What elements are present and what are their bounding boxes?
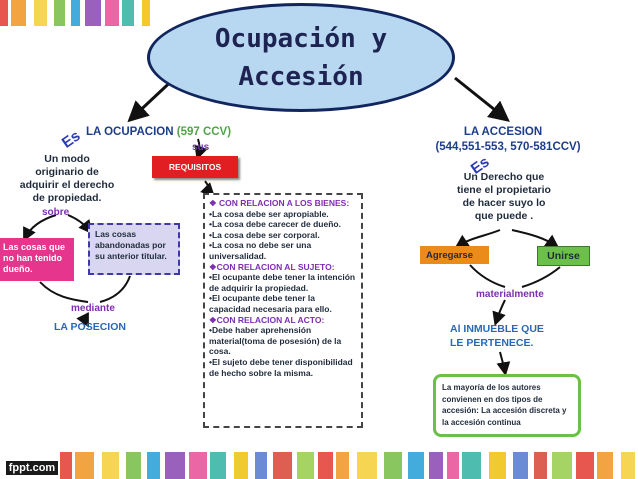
agregarse-box: Agregarse [420,246,489,264]
unirse-box: Unirse [537,246,590,266]
ocupacion-def-line: de propiedad. [32,192,102,204]
accesion-def-line: de hacer suyo lo [462,197,546,209]
ocupacion-heading-ref: (597 CCV) [176,126,232,138]
accesion-def-line: Un Derecho que [463,171,545,183]
arrow-materialmente-to-inmueble [496,300,505,322]
title-line-2: Accesión [238,61,364,92]
requirement-item: •La cosa no debe ser una universalidad. [209,240,312,261]
line-unirse-to-materialmente [522,267,560,287]
ocupacion-def-line: Un modo [44,153,90,165]
requirement-section-heading: ❖CON RELACION AL SUJETO: [209,261,335,272]
arrow-def-to-agregarse [458,230,500,246]
cosas-sin-dueno-box: Las cosas que no han tenido dueño. [0,238,74,281]
accesion-definition [440,171,568,223]
inmueble-line: LE PERTENECE. [450,337,534,349]
line-aband-to-mediante [100,276,130,302]
es-label-left: Es [58,127,84,152]
line-agregarse-to-materialmente [470,265,505,287]
title-line-1: Ocupación y [214,23,388,54]
ocupacion-def-line: originario de [35,166,99,178]
requirement-item: •La cosa debe carecer de dueño. [209,219,341,230]
title-oval [147,3,455,112]
accesion-def-line: tiene el propietario [457,184,551,196]
sobre-label: sobre [42,207,70,218]
fppt-watermark: fppt.com [6,461,58,475]
requirements-list [203,193,363,428]
materialmente-label: materialmente [476,289,544,300]
arrow-sobre-right [68,215,90,231]
requirement-item: •La cosa debe ser corporal. [209,229,320,240]
requirement-item: •La cosa debe ser apropiable. [209,208,329,219]
inmueble-line: Al INMUEBLE QUE [450,323,544,335]
requirement-item: •El sujeto debe tener disponibilidad de hecho sobre la misma. [209,356,353,378]
arrow-inmueble-to-mayoria [500,352,505,372]
accesion-heading: LA ACCESION [463,126,543,138]
arrow-def-to-unirse [512,230,556,246]
ocupacion-heading [86,126,231,138]
mediante-label: mediante [71,303,115,314]
accesion-types-box: La mayoría de los autores convienen en dos tipos de accesión: La accesión discreta y la accesión continua [433,374,581,437]
accesion-heading-ref: (544,551-553, 570-581CCV) [435,141,581,153]
es-label-right: Es [467,153,493,178]
ocupacion-heading-text: LA OCUPACION [86,126,174,138]
ocupacion-definition [8,153,126,205]
requirement-item: •Debe haber aprehensión material(toma de posesión) de la cosa. [209,325,342,357]
accesion-def-line: que puede . [474,210,534,222]
arrow-sobre-left [25,215,56,238]
requirement-section-heading: ❖ CON RELACION A LOS BIENES: [209,198,350,208]
requirement-item: •El ocupante debe tener la intención de adquirir la propiedad. [209,272,356,293]
line-cosas-to-mediante [40,282,88,302]
arrow-title-to-accesion [455,78,505,118]
requisitos-box: REQUISITOS [152,156,238,178]
sus-label: sus [192,142,210,153]
inmueble-text [450,322,544,350]
posecion-label: LA POSECION [54,321,126,333]
cosas-abandonadas-box: Las cosas abandonadas por su anterior titular. [88,223,180,275]
requirement-section-heading: ❖CON RELACION AL ACTO: [209,314,325,325]
ocupacion-def-line: adquirir el derecho [19,179,115,191]
requirement-item: •El ocupante debe tener la capacidad necesaria para ello. [209,293,332,314]
